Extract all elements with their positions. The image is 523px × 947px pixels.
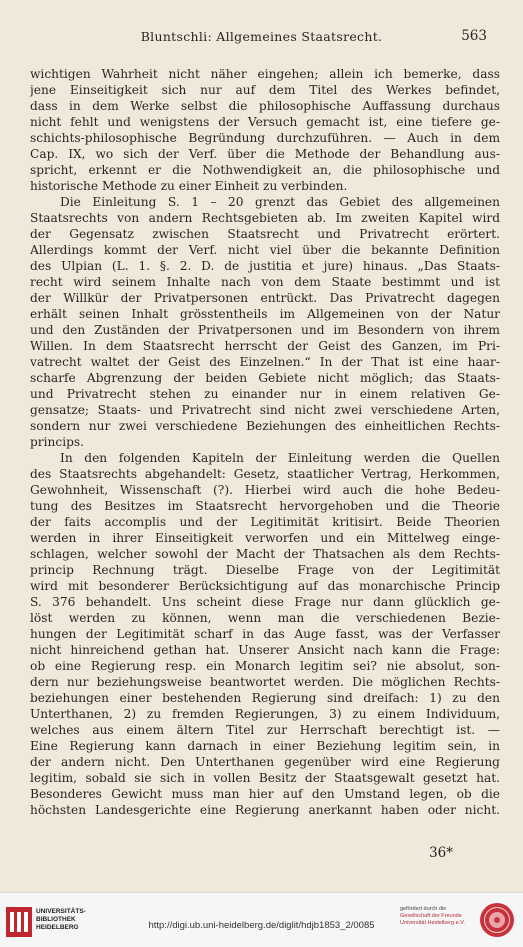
text-line: S. 376 behandelt. Uns scheint diese Frage nur dann glücklich ge- — [30, 595, 500, 609]
text-line: nicht fehlt und wenigstens der Versuch gemacht ist, eine tiefere ge- — [30, 115, 500, 129]
text-line: erhält seinen Inhalt grösstentheils im Allgemeinen von der Natur — [30, 307, 500, 321]
body-text — [30, 66, 500, 818]
text-line: und Privatrecht stehen zu einander nur in einem relativen Ge- — [30, 387, 500, 401]
text-line: spricht, erkennt er die Nothwendigkeit an, die philosophische und — [30, 163, 500, 177]
text-line: vatrecht waltet der Geist des Einzelnen.“ In der That ist eine haar- — [30, 355, 500, 369]
text-line: beziehungen einer bestehenden Regierung sind dreifach: 1) zu den — [30, 691, 500, 705]
text-line: des Ulpian (L. 1. §. 2. D. de justitia et jure) hinaus. „Das Staats- — [30, 259, 500, 273]
text-line: hungen der Legitimität scharf in das Auge fasst, was der Verfasser — [30, 627, 500, 641]
text-line: sondern nur zwei verschiedene Beziehungen des einheitlichen Rechts- — [30, 419, 500, 433]
funding-line: gefördert durch die — [400, 906, 447, 912]
text-line: gensatze; Staats- und Privatrecht sind nicht zwei verschiedene Arten, — [30, 403, 500, 417]
text-line: recht wird seinem Inhalte nach von dem Staate bestimmt und ist — [30, 275, 500, 289]
text-line: tung des Besitzes im Staatsrecht hervorgehoben und die Theorie — [30, 499, 500, 513]
text-line: der andern nicht. Den Unterthanen gegenüber wird eine Regierung — [30, 755, 500, 769]
text-line: princips. — [30, 435, 85, 449]
text-line: Besonderes Gewicht muss man hier auf den Umstand legen, ob die — [30, 787, 500, 801]
university-name-line: HEIDELBERG — [36, 924, 79, 931]
university-name-line: UNIVERSITÄTS- — [36, 908, 86, 915]
text-line: Allerdings kommt der Verf. nicht viel über die bekannte Definition — [30, 243, 500, 257]
text-line: der Willkür der Privatpersonen entrückt. Das Privatrecht dagegen — [30, 291, 500, 305]
funding-note — [400, 906, 465, 927]
text-line: In den folgenden Kapiteln der Einleitung werden die Quellen — [60, 451, 500, 465]
text-line: Cap. IX, wo sich der Verf. über die Methode der Behandlung aus- — [30, 147, 500, 161]
text-line: des Staatsrechts abgehandelt: Gesetz, staatlicher Vertrag, Herkommen, — [30, 467, 500, 481]
text-line: Willen. In dem Staatsrecht herrscht der Geist des Ganzen, im Pri- — [30, 339, 500, 353]
text-line: jene Einseitigkeit sich nur auf dem Titel des Werkes befindet, — [30, 83, 500, 97]
text-line: wird mit besonderer Berücksichtigung auf das monarchische Princip — [30, 579, 500, 593]
running-head — [0, 29, 523, 49]
freunde-seal-icon[interactable] — [479, 902, 515, 938]
text-line: wichtigen Wahrheit nicht näher eingehen; allein ich bemerke, dass — [30, 67, 500, 81]
running-title: Bluntschli: Allgemeines Staatsrecht. — [140, 29, 383, 44]
university-name-line: BIBLIOTHEK — [36, 916, 76, 923]
text-line: und den Zuständen der Privatpersonen und im Besondern von ihrem — [30, 323, 500, 337]
text-line: der faits accomplis und der Legitimität kritisirt. Beide Theorien — [30, 515, 500, 529]
text-line: löst werden zu können, wenn man die verschiedenen Bezie- — [30, 611, 500, 625]
text-line: schlagen, welcher sowohl der Macht der Thatsachen als dem Rechts- — [30, 547, 500, 561]
text-line: werden in ihrer Einseitigkeit verworfen und ein Mittelweg einge- — [30, 531, 500, 545]
text-line: Staatsrechts von andern Rechtsgebieten ab. Im zweiten Kapitel wird — [30, 211, 500, 225]
page-number: 563 — [461, 28, 487, 44]
funding-org-line: Universität Heidelberg e.V. — [400, 920, 465, 926]
viewer-footer — [0, 892, 523, 947]
text-line: princip Rechnung trägt. Dieselbe Frage von der Legitimität — [30, 563, 500, 577]
text-line: der Gegensatz zwischen Staatsrecht und Privatrecht erörtert. — [30, 227, 500, 241]
text-line: dass in dem Werke selbst die philosophische Auffassung durchaus — [30, 99, 500, 113]
text-line: Die Einleitung S. 1 – 20 grenzt das Gebiet des allgemeinen — [60, 195, 500, 209]
text-line: nicht hinreichend gethan hat. Unserer Ansicht nach kann die Frage: — [30, 643, 500, 657]
text-line: schichts-philosophische Begründung durchzuführen. — Auch in dem — [30, 131, 500, 145]
text-line: dern nur beziehungsweise beantwortet werden. Die möglichen Rechts- — [30, 675, 500, 689]
text-line: Gewohnheit, Wissenschaft (?). Hierbei wird auch die hohe Bedeu- — [30, 483, 500, 497]
text-line: ob eine Regierung resp. ein Monarch legitim sei? nie absolut, son- — [30, 659, 500, 673]
text-line: historische Methode zu einer Einheit zu verbinden. — [30, 179, 348, 193]
text-line: Unterthanen, 2) zu fremden Regierungen, 3) zu einem Individuum, — [30, 707, 500, 721]
funding-org-line: Gesellschaft der Freunde — [400, 913, 462, 919]
signature-mark: 36* — [429, 845, 453, 861]
text-line: scharfe Abgrenzung der beiden Gebiete nicht möglich; das Staats- — [30, 371, 500, 385]
permalink-url[interactable]: http://digi.ub.uni-heidelberg.de/diglit/hdjb1853_2/0085 — [148, 920, 375, 931]
text-line: höchsten Landesgerichte eine Regierung anerkannt haben oder nicht. — [30, 803, 500, 817]
text-line: welches aus einem ältern Titel zur Herrschaft berechtigt ist. — — [30, 723, 500, 737]
text-line: legitim, sobald sie sich in vollen Besitz der Staatsgewalt gesetzt hat. — [30, 771, 500, 785]
text-line: Eine Regierung kann darnach in einer Beziehung legitim sein, in — [30, 739, 500, 753]
